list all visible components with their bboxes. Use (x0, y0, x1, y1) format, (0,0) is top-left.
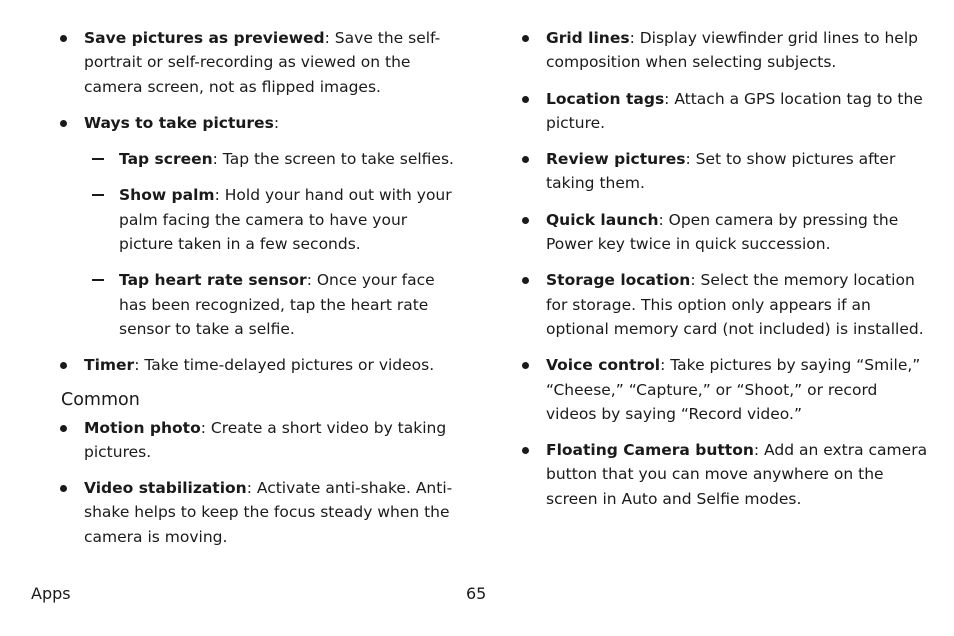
list-item (518, 26, 928, 75)
item-text: : Take time-delayed pictures or videos. (134, 356, 435, 375)
list-item (56, 353, 466, 377)
item-text: : Tap the screen to take selfies. (212, 150, 454, 169)
item-text: : Take pictures by saying “Smile,” “Cheese,” “Capture,” or “Shoot,” or record videos by saying “Record video.” (546, 356, 921, 423)
item-term: Grid lines (546, 29, 630, 47)
list-item (56, 111, 466, 135)
sub-list-item (56, 183, 466, 256)
sub-list-item (56, 147, 466, 171)
item-term: Motion photo (84, 418, 201, 437)
item-term: Timer (84, 356, 135, 375)
item-text: : Set to show pictures after taking them. (546, 150, 896, 193)
item-term: Voice control (546, 356, 661, 375)
item-text: : Open camera by pressing the Power key twice in quick succession. (546, 210, 899, 254)
item-text: : Activate anti-shake. Anti-shake helps to keep the focus steady when the camera is moving. (84, 479, 453, 546)
item-term: Quick launch (546, 210, 659, 229)
footer-section-label: Apps (31, 584, 71, 603)
item-term: Floating Camera button (546, 441, 754, 460)
section-heading: Common (61, 389, 140, 410)
item-term: Ways to take pictures (84, 113, 274, 132)
item-text: : Display viewfinder grid lines to help composition when selecting subjects. (546, 29, 918, 72)
page-number: 65 (466, 584, 487, 603)
item-text: : Create a short video by taking pictures. (84, 418, 447, 461)
item-text: : Once your face has been recognized, tap the heart rate sensor to take a selfie. (119, 271, 435, 338)
item-term: Save pictures as previewed (84, 29, 325, 47)
list-item (518, 438, 928, 511)
right-column (518, 26, 928, 523)
item-text: : Select the memory location for storage. This option only appears if an optional memory card (not included) is installed. (546, 271, 924, 338)
item-term: Show palm (119, 186, 215, 205)
item-text: : Hold your hand out with your palm facing the camera to have your picture taken in a few seconds. (119, 186, 452, 254)
dash-marker (92, 279, 104, 281)
list-item (56, 416, 466, 465)
item-text: : (273, 113, 280, 132)
item-term: Location tags (546, 89, 665, 108)
list-item (56, 26, 466, 99)
item-term: Tap screen (119, 150, 213, 169)
item-term: Storage location (546, 271, 691, 290)
item-text: : Attach a GPS location tag to the picture. (546, 89, 923, 132)
item-text: : Add an extra camera button that you can move anywhere on the screen in Auto and Selfie modes. (546, 441, 928, 508)
item-term: Video stabilization (84, 479, 247, 498)
dash-marker (92, 194, 104, 196)
item-term: Tap heart rate sensor (119, 271, 307, 290)
list-item (518, 353, 928, 426)
list-item (518, 268, 928, 341)
dash-marker (92, 158, 104, 160)
left-column (56, 26, 466, 561)
item-term: Review pictures (546, 150, 686, 169)
list-item (518, 147, 928, 196)
list-item (56, 476, 466, 549)
item-text: : Save the self-portrait or self-recording as viewed on the camera screen, not as flipped images. (84, 29, 441, 96)
list-item (518, 87, 928, 136)
sub-list-item (56, 268, 466, 341)
list-item (518, 208, 928, 257)
